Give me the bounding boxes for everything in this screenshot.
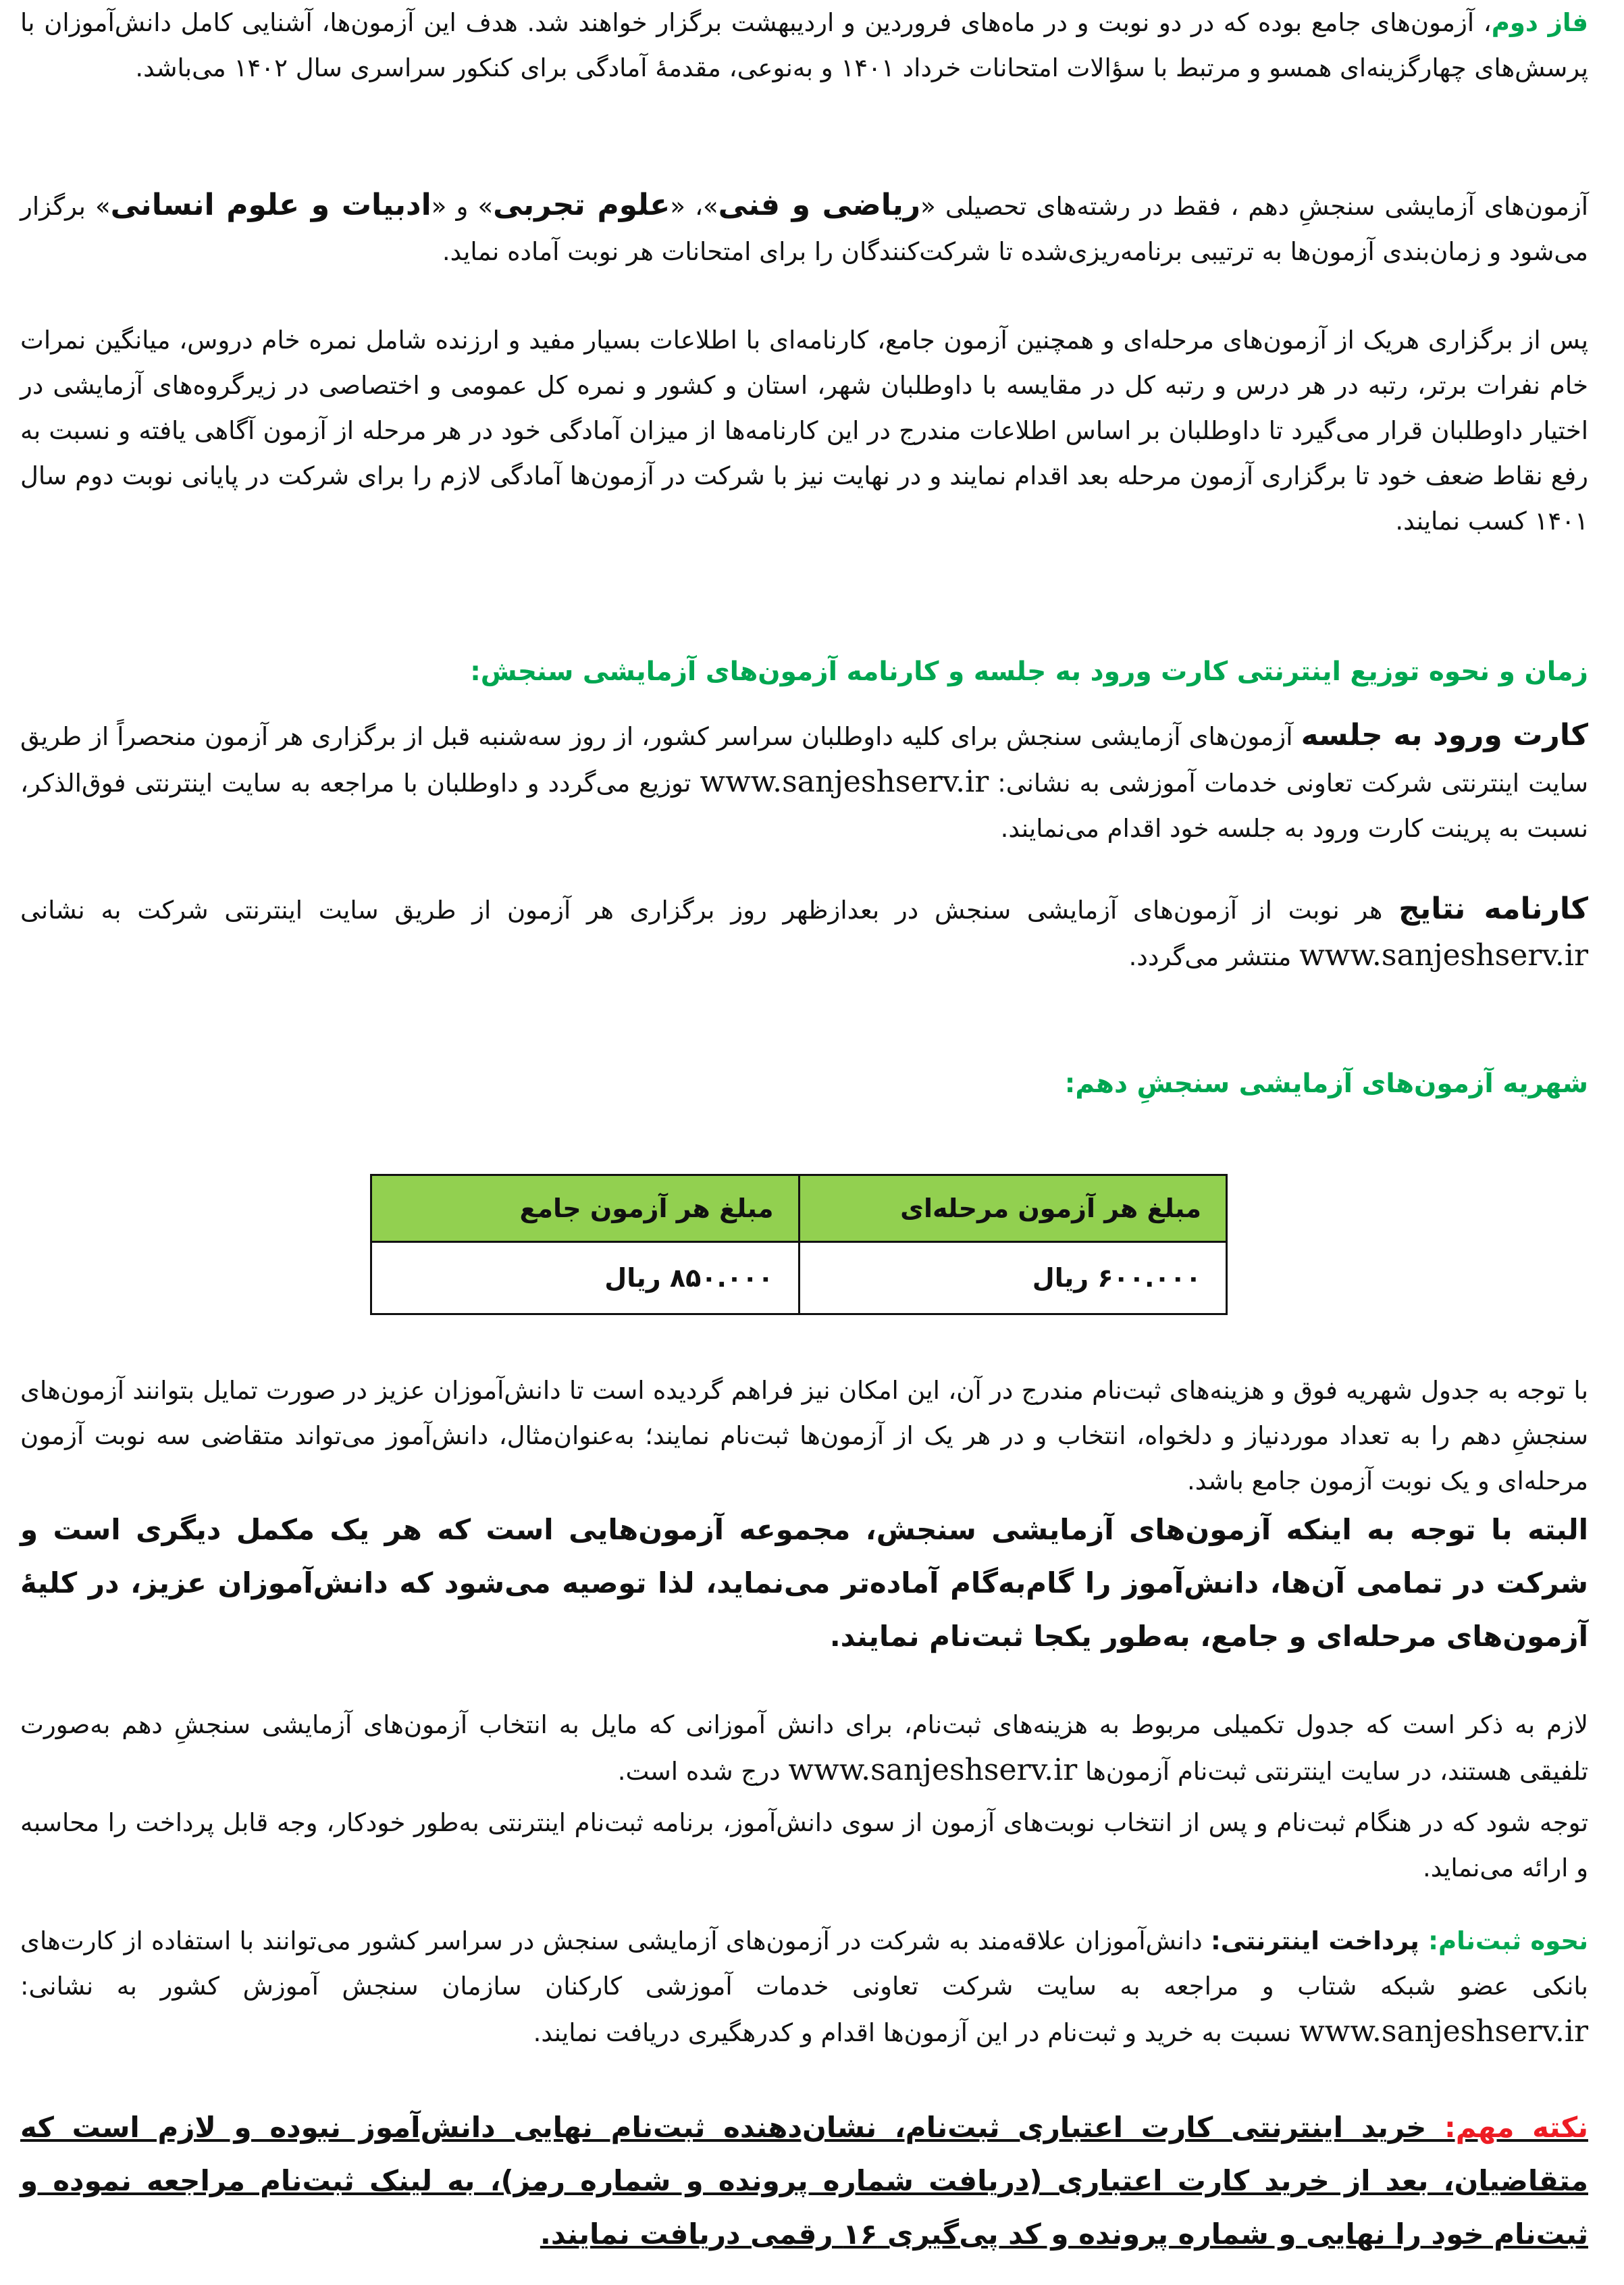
stage-exam-header: مبلغ هر آزمون مرحله‌ای [799, 1175, 1227, 1242]
fields-separator: » و « [431, 192, 494, 221]
field-science: علوم تجربی [493, 188, 671, 222]
online-payment-label: پرداخت اینترنتی: [1210, 1926, 1429, 1955]
combined-paragraph [20, 1702, 1588, 1794]
phase2-text: ، آزمون‌های جامع بوده که در دو نوبت و در ماه‌های فروردین و اردیبهشت برگزار خواهند شد. هدف این آزمون‌ها، آشنایی کامل دانش‌آموزان با پرسش‌های چهارگزینه‌ای همسو و مرتبط با سؤالات امتحانات خرداد ۱۴۰۱ و به‌نوعی، مقدمهٔ آمادگی برای کنکور سراسری سال ۱۴۰۲ می‌باشد. [20, 8, 1588, 82]
field-math: ریاضی و فنی [718, 188, 921, 222]
comprehensive-exam-header: مبلغ هر آزمون جامع [371, 1175, 800, 1242]
website-link[interactable]: www.sanjeshserv.ir [1299, 938, 1588, 973]
entry-card-text: توزیع می‌گردد و داوطلبان با مراجعه به سایت اینترنتی فوق‌الذکر، نسبت به پرینت کارت ورود به جلسه خود اقدام می‌نمایند. [20, 769, 1588, 843]
fields-separator: »، « [670, 192, 718, 221]
results-paragraph [20, 886, 1588, 979]
results-label: کارنامه نتایج [1398, 892, 1588, 926]
stage-exam-price: ۶۰۰.۰۰۰ ریال [799, 1242, 1227, 1314]
registration-text: نسبت به خرید و ثبت‌نام در این آزمون‌ها اقدام و کدرهگیری دریافت نمایند. [533, 2018, 1300, 2047]
registration-label: نحوه ثبت‌نام: [1428, 1926, 1588, 1955]
entry-card-paragraph [20, 713, 1588, 851]
important-note-paragraph [20, 2101, 1588, 2261]
combined-text: درج شده است. [617, 1757, 789, 1786]
results-text: منتشر می‌گردد. [1128, 942, 1300, 971]
fields-text: » برگزار می‌شود و زمان‌بندی آزمون‌ها به ترتیبی برنامه‌ریزی‌شده تا شرکت‌کنندگان را برای امتحانات هر نوبت آماده نماید. [20, 192, 1588, 266]
website-link[interactable]: www.sanjeshserv.ir [788, 1753, 1078, 1787]
website-link[interactable]: www.sanjeshserv.ir [700, 765, 989, 799]
fields-paragraph [20, 182, 1588, 274]
entry-card-label: کارت ورود به جلسه [1301, 718, 1588, 752]
distribution-heading: زمان و نحوه توزیع اینترنتی کارت ورود به جلسه و کارنامه آزمون‌های آزمایشی سنجش: [470, 657, 1588, 687]
entry-card-text: آزمون‌های آزمایشی سنجش برای کلیه داوطلبان سراسر کشور، از روز سه‌شنبه قبل از برگزاری هر آزمون منحصراً از طریق سایت اینترنتی شرکت تعاونی خدمات آموزشی به نشانی: [20, 722, 1588, 798]
tuition-heading: شهریه آزمون‌های آزمایشی سنجشِ دهم: [1064, 1069, 1588, 1099]
registration-paragraph [20, 1918, 1588, 2055]
registration-text: دانش‌آموزان علاقه‌مند به شرکت در آزمون‌های آزمایشی سنجش در سراسر کشور می‌توانند با استفاده از کارت‌های بانکی عضو شبکه شتاب و مراجعه به سایت شرکت تعاونی خدمات آموزشی کارکنان سازمان سنجش آموزش کشور به نشانی: [20, 1926, 1588, 2001]
combined-text: لازم به ذکر است که جدول تکمیلی مربوط به هزینه‌های ثبت‌نام، برای دانش آموزانی که مایل به انتخاب آزمون‌های آزمایشی سنجشِ دهم به‌صورت تلفیقی هستند، در سایت اینترنتی ثبت‌نام آزمون‌ها [20, 1710, 1588, 1786]
website-link[interactable]: www.sanjeshserv.ir [1299, 2014, 1588, 2049]
phase2-label: فاز دوم [1491, 8, 1588, 37]
important-text: خرید اینترنتی کارت اعتباری ثبت‌نام، نشان‌دهنده ثبت‌نام نهایی دانش‌آموز نبوده و لازم است که متقاضیان، بعد از خرید کارت اعتباری (دریافت شماره پرونده و شماره رمز)، به لینک ثبت‌نام مراجعه نموده و ثبت‌نام خود را نهایی و شماره پرونده و کد پی‌گیری ۱۶ رقمی دریافت نمایند. [20, 2111, 1588, 2251]
reportcard-paragraph: پس از برگزاری هریک از آزمون‌های مرحله‌ای و همچنین آزمون جامع، کارنامه‌ای با اطلاعات بسیار مفید و ارزنده شامل نمره خام دروس، میانگین نمرات خام نفرات برتر، رتبه در هر درس و رتبه کل در مقایسه با داوطلبان شهر، استان و کشور و نمره کل عمومی و اختصاصی در زیرگروه‌های آزمایشی در اختیار داوطلبان قرار می‌گیرد تا داوطلبان بر اساس اطلاعات مندرج در این کارنامه‌ها از میزان آمادگی خود در هر مرحله از آزمون آگاهی یافته و نسبت به رفع نقاط ضعف خود تا برگزاری آزمون مرحله بعد اقدام نمایند و در نهایت نیز با شرکت در آزمون‌ها آمادگی لازم را برای شرکت در پایانی نوبت دوم سال ۱۴۰۱ کسب نمایند. [20, 326, 1588, 536]
results-text: هر نوبت از آزمون‌های آزمایشی سنجش در بعدازظهر روز برگزاری هر آزمون از طریق سایت اینترنتی شرکت به نشانی [20, 896, 1399, 925]
important-label: نکته مهم: [1444, 2111, 1588, 2144]
field-humanities: ادبیات و علوم انسانی [110, 188, 431, 222]
table-header-row [371, 1175, 1227, 1242]
fields-text: آزمون‌های آزمایشی سنجشِ دهم ، فقط در رشته‌های تحصیلی « [920, 192, 1589, 221]
selection-paragraph: با توجه به جدول شهریه فوق و هزینه‌های ثبت‌نام مندرج در آن، این امکان نیز فراهم گردیده است تا دانش‌آموزان عزیز در صورت تمایل بتوانند آزمون‌های سنجشِ دهم را به تعداد موردنیاز و دلخواه، انتخاب و در هر یک از آزمون‌ها ثبت‌نام نمایند؛ به‌عنوان‌مثال، دانش‌آموز می‌تواند متقاضی سه نوبت آزمون مرحله‌ای و یک نوبت آزمون جامع باشد. [20, 1376, 1588, 1495]
auto-calc-paragraph: توجه شود که در هنگام ثبت‌نام و پس از انتخاب نوبت‌های آزمون از سوی دانش‌آموز، برنامه ثبت‌نام اینترنتی به‌طور خودکار، وجه قابل پرداخت را محاسبه و ارائه می‌نماید. [20, 1808, 1588, 1882]
phase2-paragraph [20, 0, 1588, 91]
table-row [371, 1242, 1227, 1314]
comprehensive-exam-price: ۸۵۰.۰۰۰ ریال [371, 1242, 800, 1314]
recommendation-paragraph: البته با توجه به اینکه آزمون‌های آزمایشی سنجش، مجموعه آزمون‌هایی است که هر یک مکمل دیگری است و شرکت در تمامی آن‌ها، دانش‌آموز را گام‌به‌گام آماده‌تر می‌نماید، لذا توصیه می‌شود که دانش‌آموزان عزیز، در کلیهٔ آزمون‌های مرحله‌ای و جامع، به‌طور یکجا ثبت‌نام نمایند. [20, 1513, 1588, 1653]
tuition-table [370, 1174, 1228, 1315]
